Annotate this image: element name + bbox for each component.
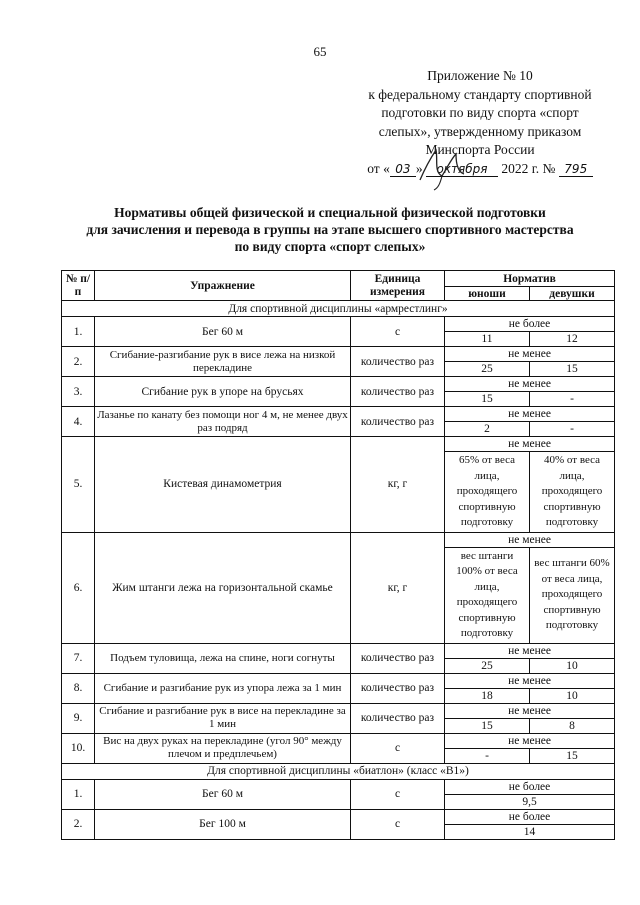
row-girls-value: - (530, 422, 615, 437)
row-unit: кг, г (351, 532, 445, 643)
appendix-title: Приложение № 10 (427, 68, 533, 83)
row-boys-value: 2 (445, 422, 530, 437)
row-qualifier: не менее (445, 703, 615, 718)
row-num: 4. (62, 407, 95, 437)
heading-line: для зачисления и перевода в группы на этапе высшего спортивного мастерства (86, 222, 574, 237)
row-qualifier: не менее (445, 347, 615, 362)
date-day: 03 (390, 163, 416, 177)
row-qualifier: не более (445, 779, 615, 794)
row-num: 2. (62, 347, 95, 377)
doc-number: 795 (559, 163, 593, 177)
row-qualifier: не более (445, 809, 615, 824)
row-girls-value: 15 (530, 748, 615, 763)
row-girls-value: 40% от веса лица, проходящего спортивную подготовку (530, 452, 615, 533)
row-boys-value: 15 (445, 392, 530, 407)
row-exercise: Кистевая динамометрия (95, 437, 351, 533)
row-girls-value: 10 (530, 658, 615, 673)
row-qualifier: не менее (445, 673, 615, 688)
row-num: 1. (62, 317, 95, 347)
heading-line: по виду спорта «спорт слепых» (234, 239, 426, 254)
row-value: 14 (445, 824, 615, 839)
appendix-block (345, 67, 615, 178)
row-num: 10. (62, 733, 95, 763)
norms-table (61, 270, 615, 840)
col-girls-header: девушки (530, 287, 615, 301)
row-qualifier: не менее (445, 407, 615, 422)
page-number: 65 (313, 44, 327, 59)
row-girls-value: 10 (530, 688, 615, 703)
row-exercise: Бег 60 м (95, 779, 351, 809)
row-unit: количество раз (351, 643, 445, 673)
col-boys-header: юноши (445, 287, 530, 301)
col-unit-header: Единица измерения (351, 271, 445, 301)
row-girls-value: 8 (530, 718, 615, 733)
row-unit: кг, г (351, 437, 445, 533)
row-num: 8. (62, 673, 95, 703)
row-boys-value: 65% от веса лица, проходящего спортивную подготовку (445, 452, 530, 533)
row-exercise: Сгибание рук в упоре на брусьях (95, 377, 351, 407)
row-qualifier: не менее (445, 437, 615, 452)
row-unit: количество раз (351, 703, 445, 733)
row-num: 7. (62, 643, 95, 673)
date-sep: » (415, 160, 423, 176)
row-qualifier: не менее (445, 532, 615, 547)
col-norm-header: Норматив (445, 271, 615, 287)
row-num: 2. (62, 809, 95, 839)
row-boys-value: 11 (445, 332, 530, 347)
row-boys-value: - (445, 748, 530, 763)
date-month: октября (426, 163, 498, 177)
row-num: 6. (62, 532, 95, 643)
row-girls-value: 15 (530, 362, 615, 377)
row-unit: количество раз (351, 347, 445, 377)
row-girls-value: - (530, 392, 615, 407)
row-boys-value: вес штанги 100% от веса лица, проходящего спортивную подготовку (445, 547, 530, 643)
section-title-armwrestling: Для спортивной дисциплины «армрестлинг» (62, 301, 615, 317)
row-exercise: Вис на двух руках на перекладине (угол 90° между плечом и предплечьем) (95, 733, 351, 763)
row-num: 5. (62, 437, 95, 533)
row-unit: с (351, 809, 445, 839)
row-qualifier: не менее (445, 643, 615, 658)
appendix-line: слепых», утвержденному приказом (378, 123, 582, 139)
row-qualifier: не менее (445, 733, 615, 748)
row-unit: с (351, 733, 445, 763)
row-boys-value: 25 (445, 658, 530, 673)
appendix-line: подготовки по виду спорта «спорт (381, 105, 579, 120)
col-exercise-header: Упражнение (95, 271, 351, 301)
row-unit: количество раз (351, 377, 445, 407)
row-exercise: Сгибание и разгибание рук из упора лежа за 1 мин (95, 673, 351, 703)
row-value: 9,5 (445, 794, 615, 809)
row-unit: с (351, 317, 445, 347)
date-prefix: от « (367, 160, 390, 176)
row-unit: с (351, 779, 445, 809)
row-exercise: Лазанье по канату без помощи ног 4 м, не менее двух раз подряд (95, 407, 351, 437)
date-year: 2022 г. № (501, 160, 556, 176)
row-exercise: Бег 100 м (95, 809, 351, 839)
row-qualifier: не более (445, 317, 615, 332)
row-girls-value: вес штанги 60% от веса лица, проходящего спортивную подготовку (530, 547, 615, 643)
appendix-line: Минспорта России (425, 142, 535, 157)
row-boys-value: 15 (445, 718, 530, 733)
row-exercise: Бег 60 м (95, 317, 351, 347)
row-num: 1. (62, 779, 95, 809)
col-num-header: № п/п (62, 271, 95, 301)
appendix-line: к федеральному стандарту спортивной (368, 86, 592, 102)
appendix-date-line (345, 160, 615, 179)
row-unit: количество раз (351, 673, 445, 703)
row-exercise: Сгибание-разгибание рук в висе лежа на низкой перекладине (95, 347, 351, 377)
row-boys-value: 18 (445, 688, 530, 703)
row-num: 3. (62, 377, 95, 407)
row-num: 9. (62, 703, 95, 733)
row-girls-value: 12 (530, 332, 615, 347)
row-qualifier: не менее (445, 377, 615, 392)
heading-line: Нормативы общей физической и специальной физической подготовки (114, 205, 546, 220)
section-title-biathlon: Для спортивной дисциплины «биатлон» (класс «B1») (62, 763, 615, 779)
row-exercise: Подъем туловища, лежа на спине, ноги согнуты (95, 643, 351, 673)
row-unit: количество раз (351, 407, 445, 437)
row-exercise: Жим штанги лежа на горизонтальной скамье (95, 532, 351, 643)
row-boys-value: 25 (445, 362, 530, 377)
row-exercise: Сгибание и разгибание рук в висе на перекладине за 1 мин (95, 703, 351, 733)
document-heading (50, 204, 610, 255)
